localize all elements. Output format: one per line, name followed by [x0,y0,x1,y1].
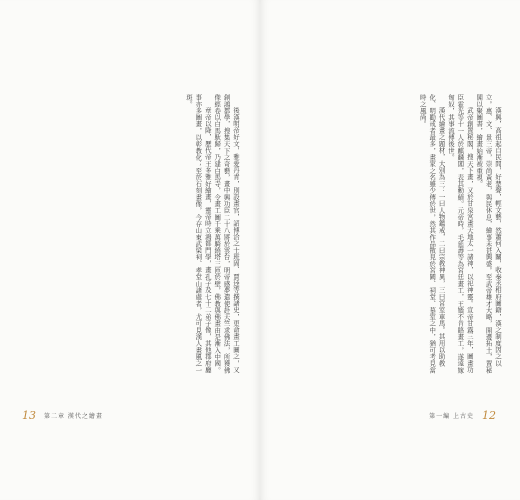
right-text-block [280,94,502,376]
left-paragraph-2: 章帝以降，歷代帝王多雅好繪畫，靈帝時立鴻都門學，畫孔子及七十二弟子像，其他郡府廳事亦多圖畫，以彰教化；至於石刻畫像，今存山東武梁祠、孝堂山諸處者，尤可見漢人畫風之一斑。 [184,94,212,374]
right-paragraph-2: 武帝創置秘閣，搜天下畫，又於甘泉宮畫天地太一諸神，以祀神靈。宣帝甘露三年，圖畫功臣霍光等十一人於麒麟閣，表其勳績。元帝時，毛延壽等為宮廷畫工，王嬙不肯賂畫工，遂遠嫁匈奴，其事流傳後世。 [446,94,474,374]
left-text-block [14,94,240,376]
right-page-number: 12 [482,408,496,422]
right-footer [429,408,496,422]
right-paragraph-3: 漢代繪畫之題材，大別為三：一曰人物鑑戒，二曰宗教神異，三曰宮室車馬。其用以助教化、明勸戒者最多，畫家之名雖少傳於世，然其作品散見於宮闕、祠堂、墓室之中，猶可考見當時之風尚。 [418,94,446,374]
left-page-number: 13 [22,408,36,422]
left-paragraph-1: 後漢明帝好文，雅愛丹青，別設畫官，詔博洽之士班固、賈逵等撰諸史，更命畫工圖之，又創鴻都學，搜集天下之奇藝，畫中興功臣二十八將於雲台，明帝感夢遣使赴天竺求佛法，所獲佛像經卷以白馬馱歸，乃建白馬寺，令畫工圖千乘萬騎繞塔三匝於壁，佛教與佛畫由是漸入中國。 [213,94,240,374]
right-running-header: 第一編 上古史 [429,412,474,420]
left-footer [22,408,103,422]
left-running-header: 第二章 漢代之繪畫 [44,412,103,420]
right-page [260,0,520,500]
right-paragraph-1: 漢興，高祖起自民間，好楚聲，輕文藝，然蕭何入關，收秦丞相府圖籍，漢之制度因之以立。惠、文、景三帝，崇尚黃老，與民休息，繪事未甚興盛。至武帝雄才大略，開邊拓土，置秘閣以聚圖書，繪畫始漸被重視。 [475,94,502,374]
